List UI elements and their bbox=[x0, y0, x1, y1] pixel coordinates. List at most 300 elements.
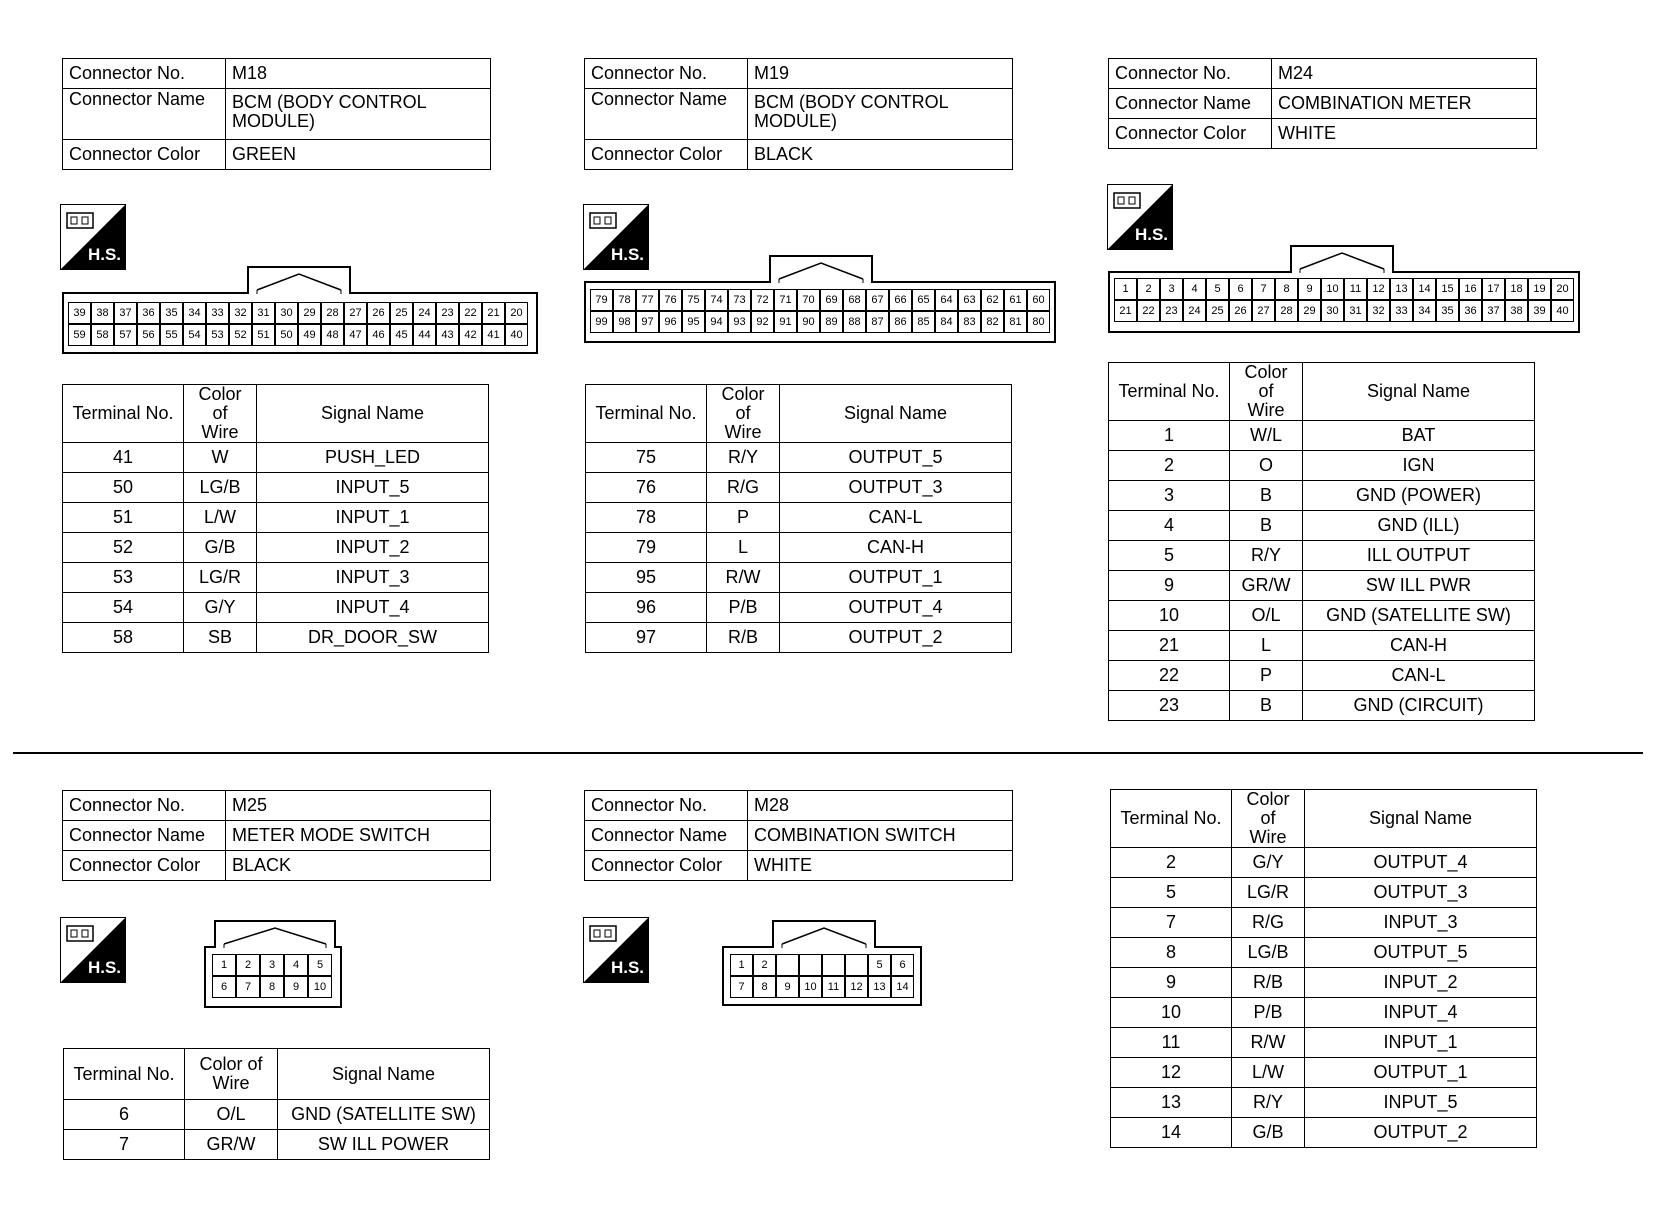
table-row bbox=[63, 533, 489, 563]
pin-cell: 99 bbox=[590, 311, 613, 333]
pin-cell: 94 bbox=[705, 311, 728, 333]
table-row bbox=[63, 443, 489, 473]
wire-color-cell: R/Y bbox=[1232, 1088, 1305, 1118]
table-row bbox=[1111, 968, 1537, 998]
pin-cell: 69 bbox=[820, 289, 843, 311]
pin-cell: 38 bbox=[1505, 300, 1528, 322]
pin-cell: 34 bbox=[183, 302, 206, 324]
connector-m19-info bbox=[584, 58, 1013, 170]
table-row bbox=[586, 533, 1012, 563]
table-row bbox=[1111, 1028, 1537, 1058]
pin-cell: 57 bbox=[114, 324, 137, 346]
pin-cell: 28 bbox=[321, 302, 344, 324]
table-row bbox=[63, 563, 489, 593]
wire-color-cell: R/G bbox=[1232, 908, 1305, 938]
connector-name-value: COMBINATION SWITCH bbox=[748, 821, 1013, 851]
pin-cell: 77 bbox=[636, 289, 659, 311]
pin-cell: 5 bbox=[1206, 278, 1229, 300]
signal-name-cell: IGN bbox=[1303, 451, 1535, 481]
pin-cell: 76 bbox=[659, 289, 682, 311]
pin-cell: 45 bbox=[390, 324, 413, 346]
pin-cell: 6 bbox=[212, 976, 236, 998]
wire-color-cell: R/B bbox=[707, 623, 780, 653]
connector-m25-info bbox=[62, 790, 491, 881]
pin-cell: 47 bbox=[344, 324, 367, 346]
signal-name-cell: OUTPUT_3 bbox=[780, 473, 1012, 503]
pin-row bbox=[68, 302, 528, 324]
pin-cell: 90 bbox=[797, 311, 820, 333]
pin-cell: 29 bbox=[1298, 300, 1321, 322]
terminal-no-cell: 96 bbox=[586, 593, 707, 623]
signal-name-cell: GND (ILL) bbox=[1303, 511, 1535, 541]
pin-cell: 42 bbox=[459, 324, 482, 346]
pin-cell: 96 bbox=[659, 311, 682, 333]
pin-cell: 29 bbox=[298, 302, 321, 324]
signal-name-cell: SW ILL PWR bbox=[1303, 571, 1535, 601]
pin-cell: 97 bbox=[636, 311, 659, 333]
connector-color-value: GREEN bbox=[226, 140, 491, 170]
terminal-no-cell: 4 bbox=[1109, 511, 1230, 541]
pin-cell: 9 bbox=[284, 976, 308, 998]
connector-latch bbox=[1290, 245, 1394, 273]
pin-cell: 20 bbox=[505, 302, 528, 324]
connector-m19-face bbox=[584, 255, 1056, 343]
terminal-no-cell: 78 bbox=[586, 503, 707, 533]
pin-cell: 48 bbox=[321, 324, 344, 346]
table-row bbox=[1109, 451, 1535, 481]
signal-name-cell: INPUT_4 bbox=[257, 593, 489, 623]
pin-cell: 78 bbox=[613, 289, 636, 311]
table-row bbox=[1109, 511, 1535, 541]
pin-cell: 27 bbox=[344, 302, 367, 324]
pin-row bbox=[590, 311, 1050, 333]
wire-color-cell: W bbox=[184, 443, 257, 473]
pin-cell: 26 bbox=[1229, 300, 1252, 322]
pin-cell: 8 bbox=[753, 976, 776, 998]
connector-m24-face bbox=[1108, 245, 1580, 333]
pin-cell: 6 bbox=[1229, 278, 1252, 300]
pin-cell: 54 bbox=[183, 324, 206, 346]
connector-no-label: Connector No. bbox=[63, 791, 226, 821]
pin-cell: 92 bbox=[751, 311, 774, 333]
terminal-no-cell: 58 bbox=[63, 623, 184, 653]
table-row bbox=[1111, 998, 1537, 1028]
hs-icon: H.S. bbox=[1107, 184, 1173, 250]
pin-cell: 24 bbox=[413, 302, 436, 324]
pin-cell: 71 bbox=[774, 289, 797, 311]
wire-color-cell: G/B bbox=[184, 533, 257, 563]
table-row bbox=[1109, 601, 1535, 631]
signal-name-cell: OUTPUT_1 bbox=[780, 563, 1012, 593]
signal-name-cell: OUTPUT_3 bbox=[1305, 878, 1537, 908]
table-row bbox=[1109, 571, 1535, 601]
pin-cell: 79 bbox=[590, 289, 613, 311]
table-row bbox=[586, 473, 1012, 503]
pin-cell: 11 bbox=[1344, 278, 1367, 300]
pin-row bbox=[68, 324, 528, 346]
wire-color-cell: P bbox=[1230, 661, 1303, 691]
pin-cell: 28 bbox=[1275, 300, 1298, 322]
table-row bbox=[63, 503, 489, 533]
terminal-no-cell: 8 bbox=[1111, 938, 1232, 968]
pin-cell: 93 bbox=[728, 311, 751, 333]
connector-no-value: M24 bbox=[1272, 59, 1537, 89]
connector-m24-terminal-table bbox=[1108, 362, 1535, 721]
pin-cell: 63 bbox=[958, 289, 981, 311]
pin-cell: 4 bbox=[1183, 278, 1206, 300]
pin-cell: 91 bbox=[774, 311, 797, 333]
table-row bbox=[1111, 878, 1537, 908]
wire-color-cell: R/B bbox=[1232, 968, 1305, 998]
pin-cell: 12 bbox=[845, 976, 868, 998]
terminal-no-cell: 97 bbox=[586, 623, 707, 653]
pin-cell: 22 bbox=[459, 302, 482, 324]
pin-cell: 31 bbox=[1344, 300, 1367, 322]
pin-cell: 2 bbox=[753, 954, 776, 976]
connector-no-label: Connector No. bbox=[585, 59, 748, 89]
pin-cell: 23 bbox=[436, 302, 459, 324]
pin-row bbox=[1114, 278, 1574, 300]
pin-cell: 11 bbox=[822, 976, 845, 998]
wire-color-cell: W/L bbox=[1230, 421, 1303, 451]
pin-cell: 44 bbox=[413, 324, 436, 346]
pin-cell: 16 bbox=[1459, 278, 1482, 300]
pin-cell: 64 bbox=[935, 289, 958, 311]
pin-cell: 41 bbox=[482, 324, 505, 346]
wire-color-cell: B bbox=[1230, 511, 1303, 541]
signal-name-cell: BAT bbox=[1303, 421, 1535, 451]
pin-cell: 67 bbox=[866, 289, 889, 311]
terminal-no-cell: 1 bbox=[1109, 421, 1230, 451]
pin-cell: 14 bbox=[1413, 278, 1436, 300]
terminal-no-cell: 6 bbox=[64, 1100, 185, 1130]
signal-name-cell: INPUT_2 bbox=[257, 533, 489, 563]
pin-cell: 8 bbox=[1275, 278, 1298, 300]
terminal-no-cell: 10 bbox=[1109, 601, 1230, 631]
pin-cell: 40 bbox=[1551, 300, 1574, 322]
wire-color-cell: SB bbox=[184, 623, 257, 653]
connector-m18-info bbox=[62, 58, 491, 170]
pin-cell: 49 bbox=[298, 324, 321, 346]
terminal-no-cell: 3 bbox=[1109, 481, 1230, 511]
signal-name-header: Signal Name bbox=[257, 385, 489, 443]
pin-cell bbox=[776, 954, 799, 976]
terminal-no-cell: 52 bbox=[63, 533, 184, 563]
pin-cell: 36 bbox=[1459, 300, 1482, 322]
pin-cell: 89 bbox=[820, 311, 843, 333]
signal-name-cell: OUTPUT_1 bbox=[1305, 1058, 1537, 1088]
pin-cell: 70 bbox=[797, 289, 820, 311]
signal-name-cell: OUTPUT_5 bbox=[1305, 938, 1537, 968]
terminal-no-header: Terminal No. bbox=[586, 385, 707, 443]
connector-color-label: Connector Color bbox=[585, 851, 748, 881]
pin-cell: 3 bbox=[260, 954, 284, 976]
connector-name-label: Connector Name bbox=[585, 89, 748, 140]
connector-latch bbox=[769, 255, 873, 283]
connector-m24-info bbox=[1108, 58, 1537, 149]
table-row bbox=[1109, 661, 1535, 691]
connector-name-label: Connector Name bbox=[1109, 89, 1272, 119]
connector-name-label: Connector Name bbox=[63, 821, 226, 851]
connector-no-value: M19 bbox=[748, 59, 1013, 89]
wire-color-cell: P/B bbox=[707, 593, 780, 623]
wire-color-cell: B bbox=[1230, 691, 1303, 721]
pin-cell: 58 bbox=[91, 324, 114, 346]
connector-m18-terminal-table bbox=[62, 384, 489, 653]
pin-cell: 33 bbox=[206, 302, 229, 324]
signal-name-cell: OUTPUT_2 bbox=[1305, 1118, 1537, 1148]
wire-color-cell: LG/R bbox=[184, 563, 257, 593]
terminal-no-cell: 75 bbox=[586, 443, 707, 473]
connector-latch bbox=[247, 266, 351, 294]
pin-cell: 3 bbox=[1160, 278, 1183, 300]
pin-cell: 62 bbox=[981, 289, 1004, 311]
pin-cell: 84 bbox=[935, 311, 958, 333]
terminal-no-cell: 54 bbox=[63, 593, 184, 623]
terminal-no-header: Terminal No. bbox=[63, 385, 184, 443]
connector-name-label: Connector Name bbox=[585, 821, 748, 851]
wire-color-cell: R/W bbox=[707, 563, 780, 593]
signal-name-cell: INPUT_5 bbox=[1305, 1088, 1537, 1118]
terminal-no-cell: 13 bbox=[1111, 1088, 1232, 1118]
pin-cell: 10 bbox=[799, 976, 822, 998]
pin-cell: 33 bbox=[1390, 300, 1413, 322]
pin-cell: 85 bbox=[912, 311, 935, 333]
connector-no-label: Connector No. bbox=[63, 59, 226, 89]
pin-cell: 5 bbox=[308, 954, 332, 976]
connector-color-value: WHITE bbox=[748, 851, 1013, 881]
signal-name-cell: GND (CIRCUIT) bbox=[1303, 691, 1535, 721]
connector-color-value: BLACK bbox=[226, 851, 491, 881]
pin-cell bbox=[799, 954, 822, 976]
signal-name-cell: INPUT_3 bbox=[257, 563, 489, 593]
pin-cell bbox=[845, 954, 868, 976]
signal-name-cell: OUTPUT_4 bbox=[1305, 848, 1537, 878]
pin-cell: 10 bbox=[1321, 278, 1344, 300]
pin-cell: 53 bbox=[206, 324, 229, 346]
connector-m28-info bbox=[584, 790, 1013, 881]
signal-name-cell: SW ILL POWER bbox=[278, 1130, 490, 1160]
table-row bbox=[63, 623, 489, 653]
pin-cell: 7 bbox=[1252, 278, 1275, 300]
wire-color-cell: LG/B bbox=[1232, 938, 1305, 968]
connector-color-value: WHITE bbox=[1272, 119, 1537, 149]
pin-cell: 9 bbox=[1298, 278, 1321, 300]
table-row bbox=[63, 473, 489, 503]
pin-cell: 73 bbox=[728, 289, 751, 311]
pin-cell: 14 bbox=[891, 976, 914, 998]
table-row bbox=[1109, 691, 1535, 721]
pin-cell: 86 bbox=[889, 311, 912, 333]
wire-color-cell: G/Y bbox=[184, 593, 257, 623]
pin-cell: 22 bbox=[1137, 300, 1160, 322]
table-row bbox=[586, 503, 1012, 533]
pin-cell: 15 bbox=[1436, 278, 1459, 300]
connector-name-value: COMBINATION METER bbox=[1272, 89, 1537, 119]
signal-name-cell: GND (SATELLITE SW) bbox=[278, 1100, 490, 1130]
section-divider bbox=[13, 752, 1643, 754]
terminal-no-header: Terminal No. bbox=[1109, 363, 1230, 421]
terminal-no-cell: 22 bbox=[1109, 661, 1230, 691]
connector-no-value: M28 bbox=[748, 791, 1013, 821]
terminal-no-cell: 51 bbox=[63, 503, 184, 533]
wire-color-cell: L bbox=[707, 533, 780, 563]
hs-icon: H.S. bbox=[583, 204, 649, 270]
pin-cell: 55 bbox=[160, 324, 183, 346]
connector-color-label: Connector Color bbox=[1109, 119, 1272, 149]
pin-row bbox=[212, 976, 332, 998]
table-row bbox=[1109, 541, 1535, 571]
table-row bbox=[1109, 421, 1535, 451]
pin-cell: 81 bbox=[1004, 311, 1027, 333]
pin-cell: 87 bbox=[866, 311, 889, 333]
wire-color-cell: R/G bbox=[707, 473, 780, 503]
pin-cell: 25 bbox=[1206, 300, 1229, 322]
signal-name-header: Signal Name bbox=[1303, 363, 1535, 421]
connector-m19-terminal-table bbox=[585, 384, 1012, 653]
pin-cell: 39 bbox=[1528, 300, 1551, 322]
signal-name-cell: GND (POWER) bbox=[1303, 481, 1535, 511]
pin-cell: 4 bbox=[284, 954, 308, 976]
terminal-no-cell: 12 bbox=[1111, 1058, 1232, 1088]
pin-cell: 18 bbox=[1505, 278, 1528, 300]
connector-no-value: M18 bbox=[226, 59, 491, 89]
terminal-no-cell: 23 bbox=[1109, 691, 1230, 721]
pin-cell: 9 bbox=[776, 976, 799, 998]
terminal-no-cell: 5 bbox=[1109, 541, 1230, 571]
terminal-no-cell: 5 bbox=[1111, 878, 1232, 908]
pin-cell: 1 bbox=[1114, 278, 1137, 300]
pin-cell: 31 bbox=[252, 302, 275, 324]
pin-row bbox=[730, 954, 914, 976]
pin-cell: 2 bbox=[236, 954, 260, 976]
wire-color-cell: LG/R bbox=[1232, 878, 1305, 908]
connector-no-value: M25 bbox=[226, 791, 491, 821]
connector-color-label: Connector Color bbox=[63, 140, 226, 170]
connector-name-value: BCM (BODY CONTROL MODULE) bbox=[226, 89, 491, 140]
pin-cell: 82 bbox=[981, 311, 1004, 333]
pin-cell: 26 bbox=[367, 302, 390, 324]
pin-cell: 39 bbox=[68, 302, 91, 324]
terminal-no-cell: 2 bbox=[1111, 848, 1232, 878]
pin-cell: 19 bbox=[1528, 278, 1551, 300]
pin-cell: 12 bbox=[1367, 278, 1390, 300]
pin-row bbox=[1114, 300, 1574, 322]
wire-color-cell: GR/W bbox=[185, 1130, 278, 1160]
pin-cell: 51 bbox=[252, 324, 275, 346]
color-of-wire-header: Color of Wire bbox=[184, 385, 257, 443]
pin-cell: 35 bbox=[1436, 300, 1459, 322]
hs-icon: H.S. bbox=[583, 917, 649, 983]
signal-name-cell: OUTPUT_4 bbox=[780, 593, 1012, 623]
pin-cell: 21 bbox=[482, 302, 505, 324]
signal-name-cell: CAN-L bbox=[780, 503, 1012, 533]
signal-name-cell: DR_DOOR_SW bbox=[257, 623, 489, 653]
pin-cell: 2 bbox=[1137, 278, 1160, 300]
terminal-no-cell: 10 bbox=[1111, 998, 1232, 1028]
color-of-wire-header: Color of Wire bbox=[707, 385, 780, 443]
pin-cell: 34 bbox=[1413, 300, 1436, 322]
pin-cell: 8 bbox=[260, 976, 284, 998]
terminal-no-cell: 95 bbox=[586, 563, 707, 593]
pin-cell: 23 bbox=[1160, 300, 1183, 322]
signal-name-cell: CAN-H bbox=[1303, 631, 1535, 661]
terminal-no-cell: 50 bbox=[63, 473, 184, 503]
color-of-wire-header: Color of Wire bbox=[1232, 790, 1305, 848]
wire-color-cell: O bbox=[1230, 451, 1303, 481]
wire-color-cell: G/B bbox=[1232, 1118, 1305, 1148]
signal-name-cell: OUTPUT_5 bbox=[780, 443, 1012, 473]
pin-cell: 7 bbox=[236, 976, 260, 998]
terminal-no-cell: 14 bbox=[1111, 1118, 1232, 1148]
pin-cell: 17 bbox=[1482, 278, 1505, 300]
pin-cell: 59 bbox=[68, 324, 91, 346]
table-row bbox=[1109, 481, 1535, 511]
terminal-no-cell: 2 bbox=[1109, 451, 1230, 481]
pin-cell: 5 bbox=[868, 954, 891, 976]
pin-cell: 10 bbox=[308, 976, 332, 998]
connector-name-value: METER MODE SWITCH bbox=[226, 821, 491, 851]
terminal-no-cell: 76 bbox=[586, 473, 707, 503]
connector-m25-face bbox=[204, 920, 342, 1008]
terminal-no-cell: 7 bbox=[1111, 908, 1232, 938]
wire-color-cell: O/L bbox=[185, 1100, 278, 1130]
pin-cell: 6 bbox=[891, 954, 914, 976]
pin-cell: 40 bbox=[505, 324, 528, 346]
hs-icon: H.S. bbox=[60, 204, 126, 270]
pin-cell: 13 bbox=[868, 976, 891, 998]
connector-m28-terminal-table bbox=[1110, 789, 1537, 1148]
connector-name-label: Connector Name bbox=[63, 89, 226, 140]
connector-latch bbox=[772, 920, 876, 948]
wire-color-cell: O/L bbox=[1230, 601, 1303, 631]
signal-name-cell: INPUT_5 bbox=[257, 473, 489, 503]
pin-row bbox=[590, 289, 1050, 311]
connector-m25-terminal-table bbox=[63, 1048, 490, 1160]
table-row bbox=[1111, 848, 1537, 878]
wire-color-cell: G/Y bbox=[1232, 848, 1305, 878]
pin-cell: 7 bbox=[730, 976, 753, 998]
pin-cell: 32 bbox=[229, 302, 252, 324]
signal-name-cell: PUSH_LED bbox=[257, 443, 489, 473]
signal-name-cell: ILL OUTPUT bbox=[1303, 541, 1535, 571]
signal-name-cell: INPUT_1 bbox=[257, 503, 489, 533]
terminal-no-cell: 21 bbox=[1109, 631, 1230, 661]
terminal-no-cell: 7 bbox=[64, 1130, 185, 1160]
pin-cell: 36 bbox=[137, 302, 160, 324]
table-row bbox=[586, 623, 1012, 653]
wire-color-cell: L/W bbox=[1232, 1058, 1305, 1088]
pin-cell: 61 bbox=[1004, 289, 1027, 311]
terminal-no-cell: 41 bbox=[63, 443, 184, 473]
pin-cell: 72 bbox=[751, 289, 774, 311]
connector-color-value: BLACK bbox=[748, 140, 1013, 170]
pin-cell: 68 bbox=[843, 289, 866, 311]
pin-cell: 83 bbox=[958, 311, 981, 333]
wire-color-cell: GR/W bbox=[1230, 571, 1303, 601]
connector-color-label: Connector Color bbox=[585, 140, 748, 170]
terminal-no-cell: 9 bbox=[1111, 968, 1232, 998]
pin-cell: 25 bbox=[390, 302, 413, 324]
connector-latch bbox=[214, 920, 336, 948]
terminal-no-cell: 79 bbox=[586, 533, 707, 563]
connector-m18-face bbox=[62, 266, 538, 354]
signal-name-cell: INPUT_4 bbox=[1305, 998, 1537, 1028]
pin-cell: 24 bbox=[1183, 300, 1206, 322]
color-of-wire-header: Color of Wire bbox=[185, 1049, 278, 1100]
pin-row bbox=[212, 954, 332, 976]
pin-cell: 75 bbox=[682, 289, 705, 311]
